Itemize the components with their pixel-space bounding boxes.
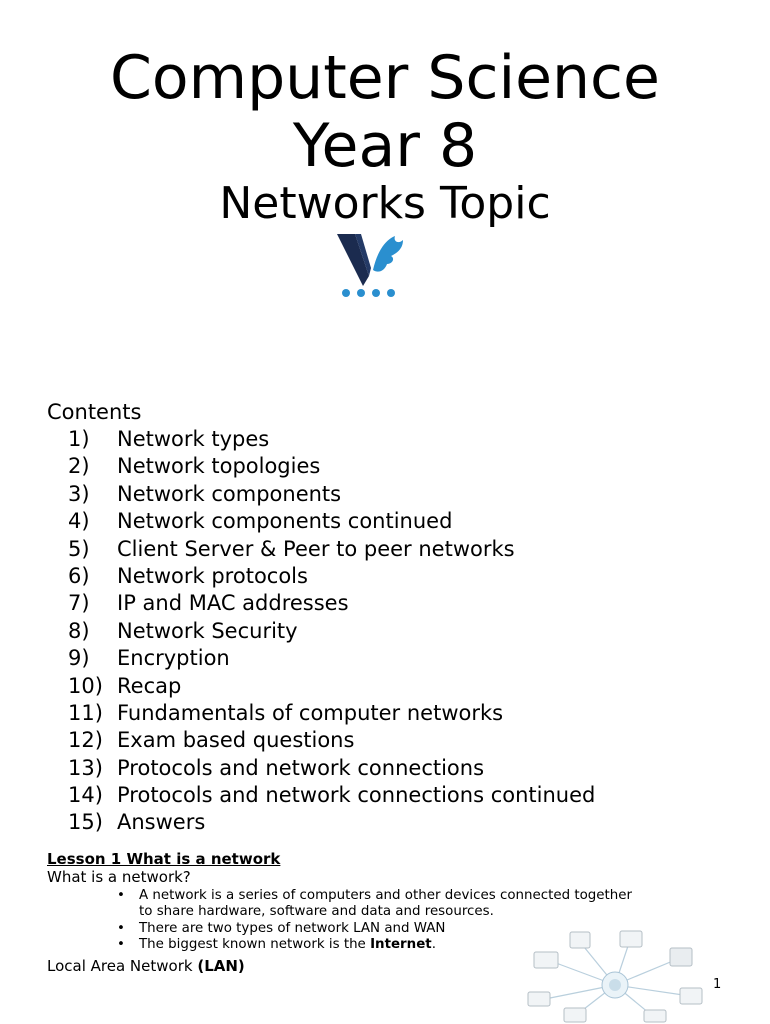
- lesson-question: What is a network?: [47, 868, 191, 886]
- contents-item-label: Encryption: [117, 646, 230, 671]
- contents-item-label: Recap: [117, 673, 182, 698]
- bullet-icon: •: [117, 937, 125, 953]
- contents-item-number: 9): [68, 646, 90, 671]
- contents-item: [68, 755, 595, 782]
- contents-item-number: 11): [68, 700, 103, 725]
- contents-item-number: 13): [68, 755, 103, 780]
- contents-item-number: 6): [68, 563, 90, 588]
- bullet-text: There are two types of network LAN and WAN: [139, 920, 446, 936]
- contents-item: [68, 700, 595, 727]
- contents-item-label: Client Server & Peer to peer networks: [117, 536, 515, 561]
- contents-item: [68, 727, 595, 754]
- contents-list: [68, 426, 595, 837]
- contents-item-number: 1): [68, 427, 90, 451]
- network-diagram-icon: [520, 930, 710, 1024]
- bullet-icon: •: [117, 920, 125, 936]
- contents-item-label: Protocols and network connections: [117, 755, 485, 780]
- contents-item-label: Protocols and network connections continued: [117, 783, 596, 808]
- contents-item: [68, 645, 595, 672]
- contents-item-label: Exam based questions: [117, 728, 355, 753]
- contents-item-number: 10): [68, 673, 103, 698]
- contents-item-number: 4): [68, 509, 90, 534]
- contents-item: [68, 536, 595, 563]
- contents-item: [68, 563, 595, 590]
- document-title: Computer Science: [110, 43, 660, 113]
- contents-item: [68, 782, 595, 809]
- bullet-text-suffix: .: [431, 937, 436, 953]
- contents-item-number: 3): [68, 481, 90, 506]
- contents-item-label: Network topologies: [117, 454, 321, 479]
- contents-item: [68, 453, 595, 480]
- bullet-text-continued: to share hardware, software and data and resources.: [139, 904, 494, 920]
- contents-item-label: Network components: [117, 481, 342, 506]
- bullet-icon: •: [117, 888, 125, 903]
- contents-heading: Contents: [47, 400, 142, 424]
- contents-item-number: 8): [68, 618, 90, 643]
- bullet-text: A network is a series of computers and other devices connected together: [139, 888, 632, 903]
- contents-item: [68, 508, 595, 535]
- contents-item-number: 7): [68, 591, 90, 616]
- contents-item-label: Answers: [117, 810, 206, 835]
- contents-item-number: 12): [68, 728, 103, 753]
- contents-item: [68, 481, 595, 508]
- page-number: 1: [713, 977, 722, 992]
- bullet-text: The biggest known network is the: [139, 937, 371, 953]
- bullet-bold-text: Internet: [370, 937, 432, 953]
- contents-item-label: Fundamentals of computer networks: [117, 700, 504, 725]
- contents-item-label: IP and MAC addresses: [117, 591, 349, 616]
- school-logo-icon: [333, 230, 409, 300]
- contents-item-number: 5): [68, 536, 90, 561]
- contents-item-number: 14): [68, 783, 103, 808]
- contents-item-label: Network protocols: [117, 563, 308, 588]
- contents-item: [68, 426, 595, 453]
- contents-item-label: Network Security: [117, 618, 298, 643]
- contents-item: [68, 809, 595, 836]
- lan-heading-text: Local Area Network: [47, 957, 198, 975]
- contents-item-label: Network components continued: [117, 509, 453, 534]
- contents-item-number: 2): [68, 454, 90, 479]
- lan-heading: [47, 957, 245, 975]
- contents-item: [68, 590, 595, 617]
- lesson-heading: Lesson 1 What is a network: [47, 850, 281, 868]
- bullet-item: [117, 888, 717, 921]
- document-year: Year 8: [292, 111, 478, 181]
- contents-item-number: 15): [68, 810, 103, 835]
- document-subtitle: Networks Topic: [219, 178, 551, 229]
- contents-item: [68, 673, 595, 700]
- lan-heading-bold: (LAN): [197, 957, 245, 975]
- contents-item-label: Network types: [117, 427, 270, 451]
- contents-item: [68, 618, 595, 645]
